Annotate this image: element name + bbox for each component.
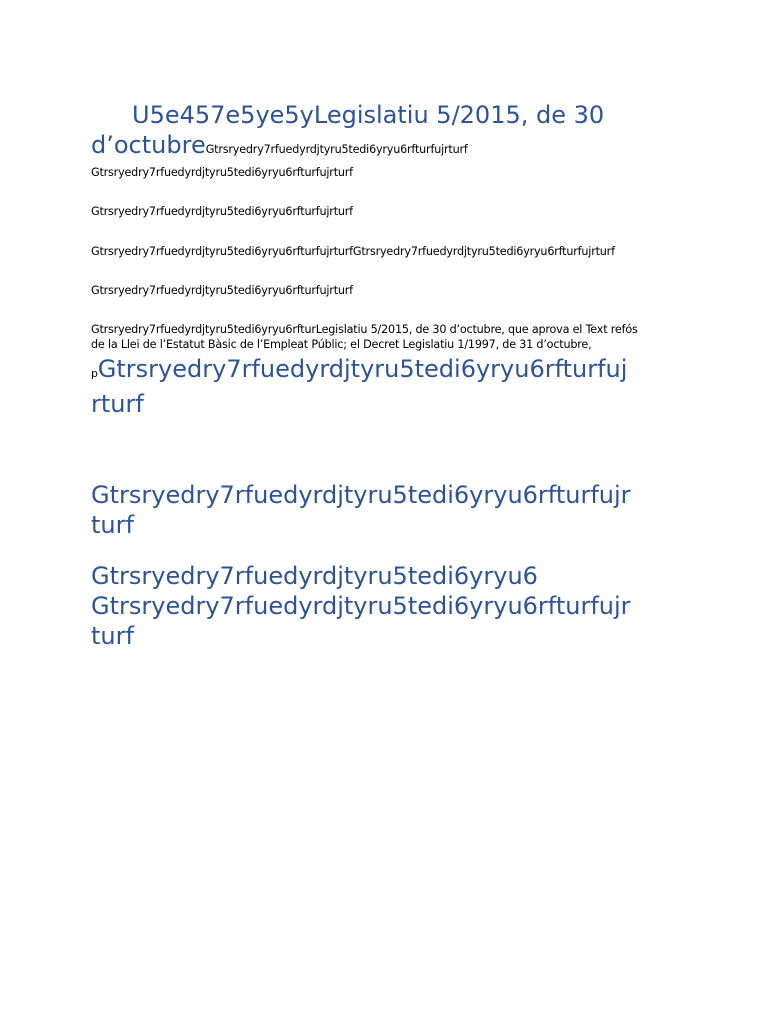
large-paragraph-1	[91, 354, 691, 419]
body-line-d: Gtrsryedry7rfuedyrdjtyru5tedi6yryu6rfturfujrturf	[91, 284, 353, 297]
body-line-c: Gtrsryedry7rfuedyrdjtyru5tedi6yryu6rfturfujrturfGtrsryedry7rfuedyrdjtyru5tedi6yryu6rfturfujrturf	[91, 245, 615, 258]
large-paragraph-1-prefix: p	[91, 367, 98, 380]
body-line-a: Gtrsryedry7rfuedyrdjtyru5tedi6yryu6rfturfujrturf	[91, 166, 353, 179]
body-paragraph-line-2: de la Llei de l’Estatut Bàsic de l’Empleat Públic; el Decret Legislatiu 1/1997, de 31 d’octubre,	[91, 338, 592, 351]
large-paragraph-2-line-1: Gtrsryedry7rfuedyrdjtyru5tedi6yryu6rfturfujr	[91, 481, 631, 509]
large-paragraph-1-line-2: rturf	[91, 390, 144, 418]
heading-line-1: U5e457e5ye5yLegislatiu 5/2015, de 30	[132, 101, 605, 129]
body-paragraph-line-1: Gtrsryedry7rfuedyrdjtyru5tedi6yryu6rfturLegislatiu 5/2015, de 30 d’octubre, que aprova el Text refós	[91, 323, 638, 336]
document-heading	[91, 100, 691, 165]
large-paragraph-3-line-1: Gtrsryedry7rfuedyrdjtyru5tedi6yryu6	[91, 562, 538, 590]
large-paragraph-1-line-1: Gtrsryedry7rfuedyrdjtyru5tedi6yryu6rfturfuj	[97, 355, 628, 383]
large-paragraph-3-line-3: turf	[91, 622, 134, 650]
body-line-b: Gtrsryedry7rfuedyrdjtyru5tedi6yryu6rfturfujrturf	[91, 205, 353, 218]
heading-line-2: d’octubre	[91, 131, 206, 159]
document-page	[91, 100, 691, 651]
large-paragraph-2	[91, 480, 691, 540]
large-paragraph-2-line-2: turf	[91, 511, 134, 539]
large-paragraph-3-line-2: Gtrsryedry7rfuedyrdjtyru5tedi6yryu6rfturfujr	[91, 592, 631, 620]
heading-tail-text: Gtrsryedry7rfuedyrdjtyru5tedi6yryu6rfturfujrturf	[205, 143, 468, 156]
large-paragraph-3	[91, 561, 691, 651]
body-paragraph	[91, 322, 691, 352]
